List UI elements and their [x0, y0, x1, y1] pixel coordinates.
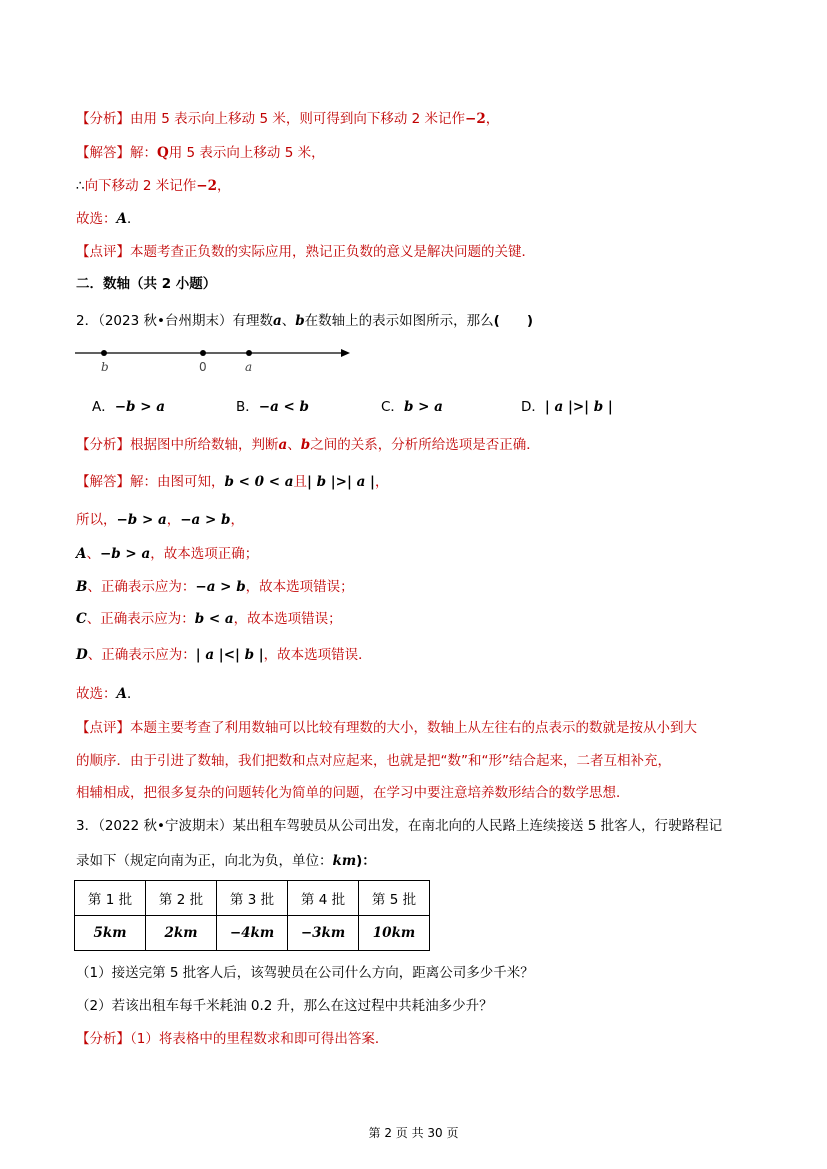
math-symbol: Q [157, 145, 169, 161]
solution-text: 解： [130, 145, 157, 161]
math-expr: −a > b [195, 579, 246, 595]
item-sep: 、正确表示应为： [87, 647, 196, 663]
q2-analysis [76, 433, 540, 453]
punct: ． [126, 211, 141, 227]
punct: 、 [281, 313, 296, 329]
q2-item-d [76, 643, 372, 663]
table-row [75, 916, 430, 951]
punct: ， [216, 178, 231, 194]
q2-comment-line2: 的顺序．由于引进了数轴，我们把数和点对应起来，也就是把“数”和“形”结合起来，二者互相补充， [76, 753, 671, 769]
option-expr: b > a [403, 399, 443, 415]
step-text: 向下移动 2 米记作 [84, 178, 197, 194]
option-expr: −b > a [114, 399, 165, 415]
punct: ， [230, 512, 244, 528]
item-sep: 、 [86, 546, 100, 562]
option-a [92, 395, 165, 415]
math-expr: | a |<| b | [195, 647, 264, 663]
math-expr: −b > a [99, 546, 151, 562]
point-a [246, 350, 252, 356]
so-text: 所以， [76, 512, 117, 528]
table-cell: 10km [359, 916, 430, 951]
table-cell: 第 1 批 [75, 881, 146, 916]
q2-so [76, 508, 244, 528]
analysis-tag: 【分析】 [76, 1031, 130, 1047]
math-expr: −b > a [116, 512, 167, 528]
item-text: ，故本选项错误； [245, 579, 354, 595]
stem-text: 录如下（规定向南为正，向北为负，单位： [76, 853, 333, 869]
mileage-table [74, 880, 430, 951]
var-a: a [278, 437, 288, 453]
math-expr: b < 0 < a [224, 474, 294, 490]
solution-text: 用 5 表示向上移动 5 米， [168, 145, 325, 161]
analysis-text: （1）将表格中的里程数求和即可得出答案． [130, 1031, 389, 1047]
q2-stem [76, 309, 533, 329]
punct: ， [374, 474, 389, 490]
option-label: B． [236, 399, 259, 415]
option-expr: −a < b [258, 399, 309, 415]
option-d [521, 395, 613, 415]
table-cell: 第 4 批 [288, 881, 359, 916]
section-title: 二．数轴（共 2 小题） [76, 276, 217, 292]
analysis-text: 由用 5 表示向上移动 5 米，则可得到向下移动 2 米记作 [130, 111, 466, 127]
table-cell: −4km [217, 916, 288, 951]
math-expr: −2 [196, 178, 217, 194]
q1-analysis [76, 107, 499, 127]
stem-text: 2．（2023 秋•台州期末）有理数 [76, 313, 273, 329]
q1-comment [76, 240, 535, 260]
number-line-figure [70, 340, 360, 380]
punct: 、 [287, 437, 301, 453]
therefore-symbol: ∴ [76, 178, 85, 194]
item-letter: C [76, 611, 87, 627]
item-letter: B [76, 579, 88, 595]
table-cell: 2km [146, 916, 217, 951]
unit: km [332, 853, 357, 869]
q2-item-b [76, 575, 354, 595]
item-text: ，故本选项错误． [263, 647, 372, 663]
label-b: b [101, 360, 109, 374]
var-b: b [300, 437, 311, 453]
point-b [101, 350, 107, 356]
math-expr: | b |>| a | [307, 474, 375, 490]
analysis-text: 根据图中所给数轴，判断 [130, 437, 279, 453]
punct: ， [166, 512, 181, 528]
answer-blank: ( ) [493, 313, 533, 329]
option-label: D． [521, 399, 545, 415]
option-label: C． [381, 399, 404, 415]
q2-solution [76, 470, 388, 490]
analysis-tag: 【分析】 [76, 437, 130, 453]
math-expr: −2 [465, 111, 486, 127]
analysis-text: 之间的关系，分析所给选项是否正确． [310, 437, 540, 453]
punct: ． [126, 686, 141, 702]
item-letter: A [76, 546, 87, 562]
q2-choose [76, 682, 140, 702]
solution-tag: 【解答】 [76, 145, 130, 161]
q3-sub1: （1）接送完第 5 批客人后，该驾驶员在公司什么方向，距离公司多少千米？ [76, 965, 534, 981]
solution-tag: 【解答】 [76, 474, 130, 490]
table-header-row [75, 881, 430, 916]
q1-choose [76, 207, 140, 227]
option-expr: | a |>| b | [544, 399, 613, 415]
q1-solution [76, 141, 325, 161]
option-b [236, 395, 309, 415]
table-cell: 第 5 批 [359, 881, 430, 916]
point-zero [200, 350, 206, 356]
punct: )： [356, 853, 376, 869]
math-expr: −a > b [180, 512, 231, 528]
table-cell: 第 2 批 [146, 881, 217, 916]
table-cell: −3km [288, 916, 359, 951]
q3-stem-line2 [76, 849, 376, 869]
label-a: a [245, 360, 253, 374]
comment-tag: 【点评】 [76, 244, 130, 260]
q2-item-c [76, 607, 342, 627]
choose-label: 故选： [76, 686, 117, 702]
table-cell: 第 3 批 [217, 881, 288, 916]
math-expr: b < a [194, 611, 234, 627]
option-c [381, 395, 443, 415]
choose-label: 故选： [76, 211, 117, 227]
option-label: A． [92, 399, 115, 415]
solution-text: 解：由图可知， [130, 474, 225, 490]
page-footer: 第 2 页 共 30 页 [368, 1126, 459, 1140]
punct: ， [485, 111, 500, 127]
q2-comment-line3: 相辅相成，把很多复杂的问题转化为简单的问题，在学习中要注意培养数形结合的数学思想． [76, 785, 630, 801]
q3-analysis [76, 1027, 388, 1047]
q1-step [76, 174, 230, 194]
choose-value: A [116, 211, 127, 227]
comment-tag: 【点评】 [76, 720, 130, 736]
q3-stem-line1: 3．（2022 秋•宁波期末）某出租车驾驶员从公司出发，在南北向的人民路上连续接送 5 批客人，行驶路程记 [76, 818, 723, 834]
q2-comment-line1 [76, 716, 697, 736]
item-sep: 、正确表示应为： [86, 611, 195, 627]
var-b: b [295, 313, 305, 329]
var-a: a [272, 313, 282, 329]
axis-arrow [341, 349, 350, 357]
item-letter: D [76, 647, 88, 663]
q2-item-a [76, 542, 258, 562]
item-text: ，故本选项错误； [233, 611, 342, 627]
choose-value: A [116, 686, 127, 702]
q3-sub2: （2）若该出租车每千米耗油 0.2 升，那么在这过程中共耗油多少升？ [76, 998, 493, 1014]
analysis-tag: 【分析】 [76, 111, 130, 127]
item-sep: 、正确表示应为： [87, 579, 196, 595]
comment-text: 本题主要考查了利用数轴可以比较有理数的大小，数轴上从左往右的点表示的数就是按从小到大 [130, 720, 697, 736]
conj: 且 [293, 474, 308, 490]
table-cell: 5km [75, 916, 146, 951]
stem-text: 在数轴上的表示如图所示，那么 [304, 313, 494, 329]
label-zero: 0 [199, 360, 207, 374]
item-text: ，故本选项正确； [150, 546, 259, 562]
comment-text: 本题考查正负数的实际应用，熟记正负数的意义是解决问题的关键． [130, 244, 535, 260]
